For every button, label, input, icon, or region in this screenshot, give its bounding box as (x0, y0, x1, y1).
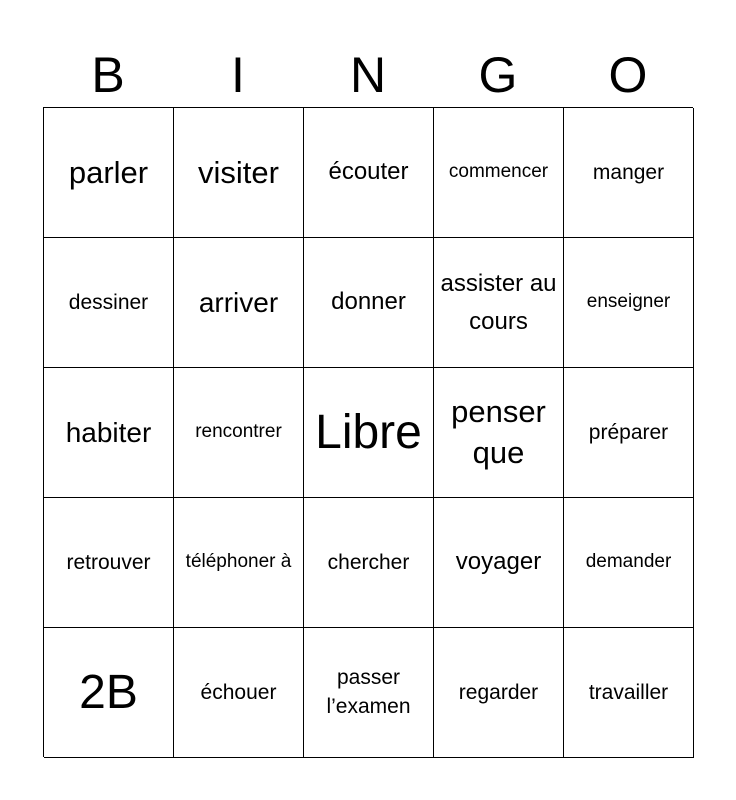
header-letter-b: B (91, 47, 125, 103)
cell-text: visiter (198, 154, 279, 190)
header-letter-i: I (231, 47, 245, 103)
cell-text: écouter (328, 158, 409, 186)
bingo-cell[interactable] (44, 498, 174, 628)
cell-text: demander (585, 551, 672, 573)
bingo-cell[interactable] (304, 108, 434, 238)
cell-text: chercher (327, 550, 410, 574)
header-letter-g: G (478, 47, 518, 103)
cell-text: voyager (455, 548, 542, 576)
cell-text: passer l’examen (326, 666, 411, 718)
cell-text: préparer (588, 420, 669, 444)
header-letter-o: O (608, 47, 648, 103)
cell-text: donner (331, 288, 406, 316)
bingo-cell[interactable] (44, 368, 174, 498)
bingo-cell[interactable] (174, 108, 304, 238)
bingo-cell[interactable] (174, 238, 304, 368)
bingo-cell[interactable] (434, 108, 564, 238)
bingo-cell[interactable] (564, 628, 694, 758)
bingo-cell[interactable] (304, 628, 434, 758)
bingo-cell[interactable] (434, 238, 564, 368)
cell-text: enseigner (586, 291, 671, 313)
bingo-cell[interactable] (44, 628, 174, 758)
bingo-board (43, 107, 693, 757)
bingo-cell[interactable] (434, 368, 564, 498)
cell-text: arriver (198, 286, 279, 318)
cell-text: travailler (588, 680, 669, 704)
cell-text: téléphoner à (185, 551, 292, 573)
bingo-cell[interactable] (44, 108, 174, 238)
bingo-cell[interactable] (564, 368, 694, 498)
bingo-cell[interactable] (434, 498, 564, 628)
bingo-cell[interactable] (564, 498, 694, 628)
cell-text: regarder (458, 680, 539, 704)
cell-text: rencontrer (195, 421, 282, 443)
bingo-cell[interactable] (174, 628, 304, 758)
bingo-cell[interactable] (44, 238, 174, 368)
bingo-cell[interactable] (304, 498, 434, 628)
bingo-cell[interactable] (174, 498, 304, 628)
bingo-cell[interactable] (304, 368, 434, 498)
cell-text: retrouver (66, 550, 151, 574)
cell-text: 2B (79, 665, 138, 719)
cell-text: assister au cours (440, 270, 557, 335)
cell-text: parler (68, 154, 149, 190)
header-letter-n: N (349, 47, 387, 103)
bingo-cell[interactable] (564, 238, 694, 368)
bingo-cell[interactable] (174, 368, 304, 498)
bingo-cell[interactable] (564, 108, 694, 238)
cell-text: manger (592, 160, 665, 184)
cell-text: commencer (448, 161, 549, 183)
bingo-cell[interactable] (304, 238, 434, 368)
bingo-header (43, 44, 693, 106)
cell-text: dessiner (68, 290, 149, 314)
cell-text: penser que (451, 394, 546, 470)
cell-text: échouer (200, 680, 277, 704)
bingo-cell[interactable] (434, 628, 564, 758)
cell-text: Libre (315, 405, 422, 459)
cell-text: habiter (65, 416, 152, 448)
